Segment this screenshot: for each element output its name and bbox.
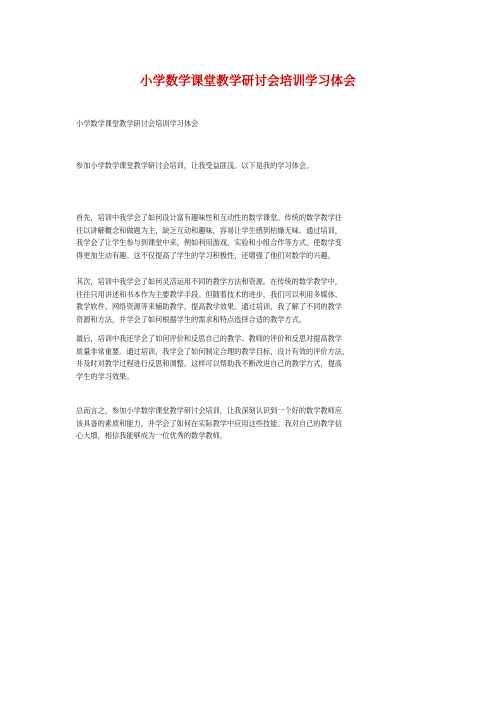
paragraph-line: 教学软件、网络资源等来辅助教学，提高教学效果。通过培训，我了解了不同的教学 [76, 302, 342, 312]
paragraph-line: 资源和方法，并学会了如何根据学生的需求和特点选择合适的教学方式。 [76, 314, 307, 324]
paragraph-second [76, 276, 426, 326]
paragraph-third [76, 333, 426, 383]
paragraph-first [76, 212, 426, 262]
paragraph-intro [76, 160, 426, 173]
paragraph-line: 心大增，相信我能够成为一位优秀的数学教师。 [76, 431, 227, 441]
document-title: 小学数学课堂教学研讨会培训学习体会 [140, 73, 356, 88]
paragraph-conclusion [76, 405, 426, 443]
paragraph-line: 学生的学习效果。 [76, 371, 134, 381]
paragraph-line: 并及时对教学过程进行反思和调整。这样可以帮助我不断改进自己的教学方式，提高 [76, 359, 342, 369]
paragraph-line: 首先，培训中我学会了如何设计富有趣味性和互动性的数学课堂。传统的数学教学往 [76, 213, 342, 222]
paragraph-line: 得更加生动有趣。这不仅提高了学生的学习积极性，还增强了他们对数学的兴趣。 [76, 250, 335, 260]
paragraph-line: 其次，培训中我学会了如何灵活运用不同的教学方法和资源。在传统的数学教学中， [76, 277, 342, 286]
paragraph-line: 质量非常重要。通过培训，我学会了如何制定合理的教学目标，设计有效的评价方法， [76, 346, 350, 356]
paragraph-line: 参加小学数学课堂教学研讨会培训，让我受益匪浅。以下是我的学习体会。 [76, 161, 314, 170]
paragraph-line: 我学会了让学生参与到课堂中来，例如利用游戏、实验和小组合作等方式，使数学变 [76, 238, 342, 248]
paragraph-line: 往以讲解概念和做题为主，缺乏互动和趣味，容易让学生感到枯燥无味。通过培训， [76, 225, 342, 235]
document-subtitle: 小学数学课堂教学研讨会培训学习体会 [76, 119, 199, 128]
paragraph-line: 该具备的素质和能力，并学会了如何在实际教学中应用这些技能。我对自己的教学信 [76, 418, 342, 428]
paragraph-line: 最后，培训中我还学会了如何评价和反思自己的教学。教师的评价和反思对提高教学 [76, 334, 342, 343]
paragraph-line: 往往只用讲述和书本作为主要教学手段。但随着技术的进步，我们可以利用多媒体、 [76, 289, 342, 299]
paragraph-line: 总而言之，参加小学数学课堂教学研讨会培训，让我深刻认识到一个好的数学教师应 [76, 406, 342, 415]
